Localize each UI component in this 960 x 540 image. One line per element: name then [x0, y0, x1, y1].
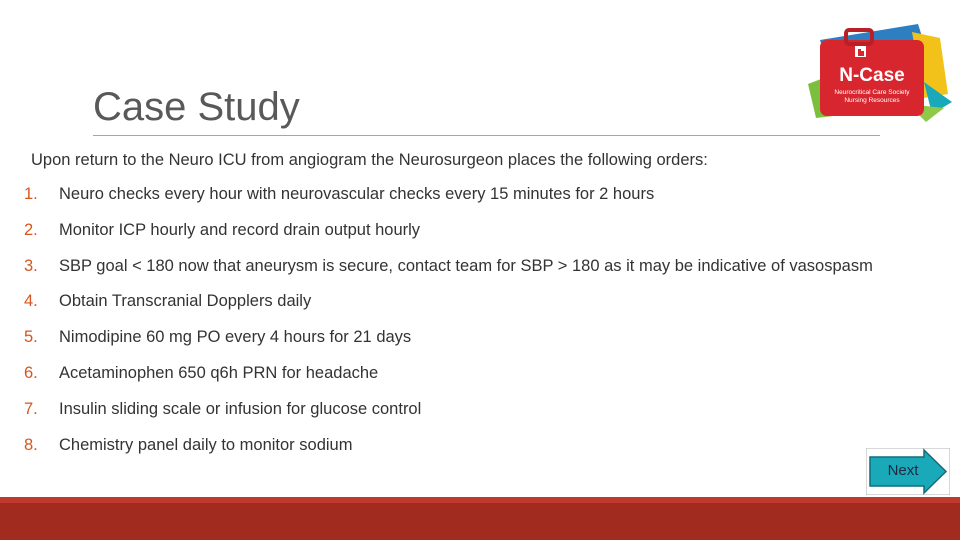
next-button[interactable] [866, 448, 950, 495]
order-text: Acetaminophen 650 q6h PRN for headache [59, 363, 379, 382]
order-text: Chemistry panel daily to monitor sodium [59, 435, 353, 454]
title-divider [93, 135, 880, 136]
order-number: 3. [24, 256, 38, 275]
n-case-logo [806, 18, 952, 122]
order-number: 1. [24, 185, 38, 203]
logo-name: N-Case [839, 65, 905, 86]
order-text: SBP goal < 180 now that aneurysm is secure, contact team for SBP > 180 as it may be indicative of vasospasm [59, 256, 873, 275]
order-number: 4. [24, 292, 38, 311]
bottom-bar-accent [0, 497, 960, 503]
order-text: Insulin sliding scale or infusion for glucose control [59, 399, 422, 418]
order-number: 8. [24, 435, 38, 454]
order-number: 7. [24, 399, 38, 418]
intro-text: Upon return to the Neuro ICU from angiogram the Neurosurgeon places the following orders: [31, 151, 708, 169]
next-label: Next [887, 462, 919, 479]
logo-subtitle-2: Nursing Resources [844, 97, 900, 104]
order-number: 6. [24, 363, 38, 382]
slide-title: Case Study [93, 85, 300, 129]
order-text: Neuro checks every hour with neurovascular checks every 15 minutes for 2 hours [59, 185, 655, 203]
order-text: Obtain Transcranial Dopplers daily [59, 292, 312, 311]
order-text: Nimodipine 60 mg PO every 4 hours for 21 days [59, 328, 412, 347]
order-number: 2. [24, 220, 38, 239]
logo-subtitle-1: Neurocritical Care Society [834, 89, 910, 96]
order-text: Monitor ICP hourly and record drain output hourly [59, 220, 421, 239]
bottom-bar [0, 497, 960, 540]
order-number: 5. [24, 328, 38, 347]
